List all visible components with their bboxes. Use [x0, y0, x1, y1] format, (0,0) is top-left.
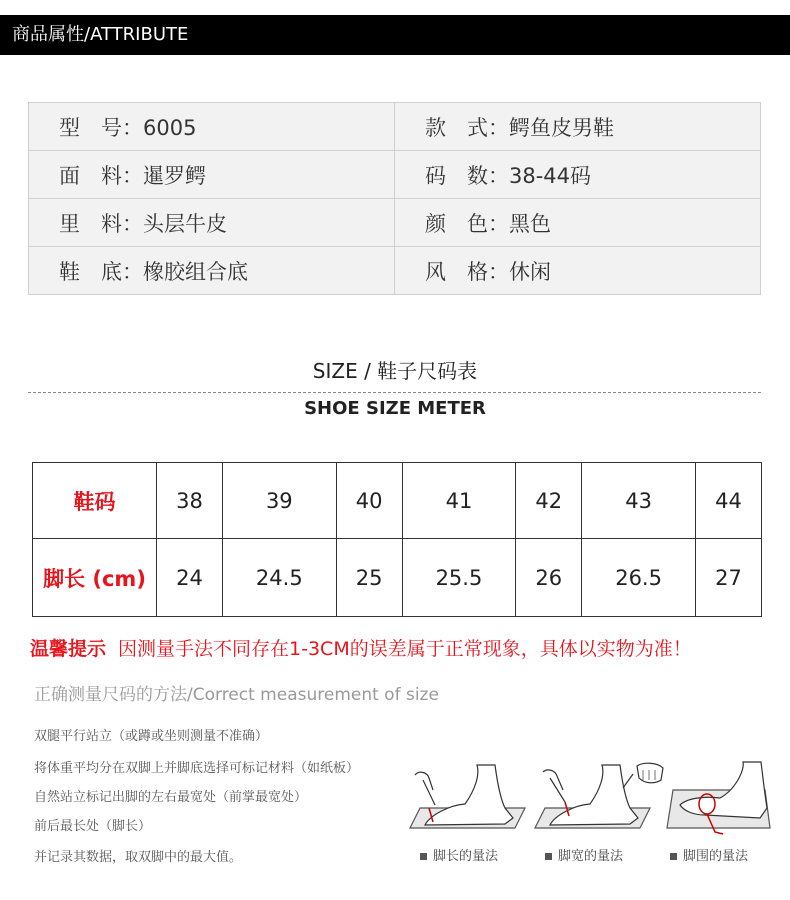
attr-key: 面 料： — [59, 163, 143, 188]
attr-value: 6005 — [143, 115, 197, 140]
attr-fashion — [395, 247, 761, 295]
size-row — [33, 463, 762, 539]
attr-key: 款 式： — [425, 115, 509, 140]
foot-circumference-illustration — [667, 762, 770, 834]
measurement-illustration — [405, 760, 775, 840]
measure-step: 将体重平均分在双脚上并脚底选择可标记材料（如纸板） — [34, 761, 360, 776]
length-cell: 26 — [516, 539, 582, 617]
foot-length-illustration — [410, 765, 525, 828]
attr-color — [395, 199, 761, 247]
size-cell: 44 — [695, 463, 761, 539]
length-cell: 25 — [336, 539, 402, 617]
notice-text: 因测量手法不同存在1-3CM的误差属于正常现象，具体以实物为准！ — [118, 638, 692, 660]
caption-foot-width — [545, 845, 623, 864]
size-cell: 38 — [157, 463, 223, 539]
measure-title: 正确测量尺码的方法/Correct measurement of size — [34, 685, 439, 705]
caption-foot-length — [420, 845, 498, 864]
caption-text: 脚围的量法 — [683, 849, 749, 864]
caption-text: 脚长的量法 — [433, 849, 499, 864]
size-cell: 40 — [336, 463, 402, 539]
attr-sizes — [395, 151, 761, 199]
size-cell: 43 — [582, 463, 696, 539]
attr-key: 风 格： — [425, 259, 509, 284]
attr-value: 黑色 — [509, 211, 551, 236]
bullet-icon — [420, 853, 427, 860]
bullet-icon — [545, 853, 552, 860]
attr-value: 橡胶组合底 — [143, 259, 248, 284]
size-cell: 39 — [222, 463, 336, 539]
attr-key: 颜 色： — [425, 211, 509, 236]
length-cell: 24.5 — [222, 539, 336, 617]
measure-step: 前后最长处（脚长） — [34, 819, 152, 834]
size-chart-subtitle: SHOE SIZE METER — [304, 398, 486, 419]
attr-value: 休闲 — [509, 259, 551, 284]
attr-key: 型 号： — [59, 115, 143, 140]
attr-key: 鞋 底： — [59, 259, 143, 284]
bullet-icon — [670, 853, 677, 860]
attr-lining — [29, 199, 395, 247]
attr-style — [395, 103, 761, 151]
size-cell: 41 — [402, 463, 516, 539]
size-chart-title: SIZE / 鞋子尺码表 — [312, 359, 478, 383]
length-cell: 25.5 — [402, 539, 516, 617]
length-cell: 27 — [695, 539, 761, 617]
measure-step: 并记录其数据，取双脚中的最大值。 — [34, 850, 243, 865]
divider — [28, 392, 761, 393]
attr-key: 码 数： — [425, 163, 509, 188]
length-cell: 26.5 — [582, 539, 696, 617]
attr-key: 里 料： — [59, 211, 143, 236]
caption-text: 脚宽的量法 — [558, 849, 624, 864]
attr-value: 38-44码 — [509, 163, 592, 188]
attr-sole — [29, 247, 395, 295]
length-cell: 24 — [157, 539, 223, 617]
size-table — [32, 462, 762, 617]
attr-value: 头层牛皮 — [143, 211, 227, 236]
attr-value: 暹罗鳄 — [143, 163, 206, 188]
attr-value: 鳄鱼皮男鞋 — [509, 115, 614, 140]
caption-foot-circumference — [670, 845, 748, 864]
measure-step: 自然站立标记出脚的左右最宽处（前掌最宽处） — [34, 790, 308, 805]
notice-title: 温馨提示 — [30, 638, 107, 660]
notice — [30, 634, 692, 661]
measure-step: 双腿平行站立（或蹲或坐则测量不准确） — [34, 729, 269, 744]
size-row-header: 鞋码 — [33, 463, 157, 539]
size-cell: 42 — [516, 463, 582, 539]
attr-model — [29, 103, 395, 151]
attribute-header: 商品属性/ATTRIBUTE — [0, 15, 790, 55]
attribute-table — [28, 102, 761, 295]
foot-width-illustration — [535, 763, 663, 828]
length-row-header: 脚长 (cm) — [33, 539, 157, 617]
attr-material — [29, 151, 395, 199]
length-row — [33, 539, 762, 617]
